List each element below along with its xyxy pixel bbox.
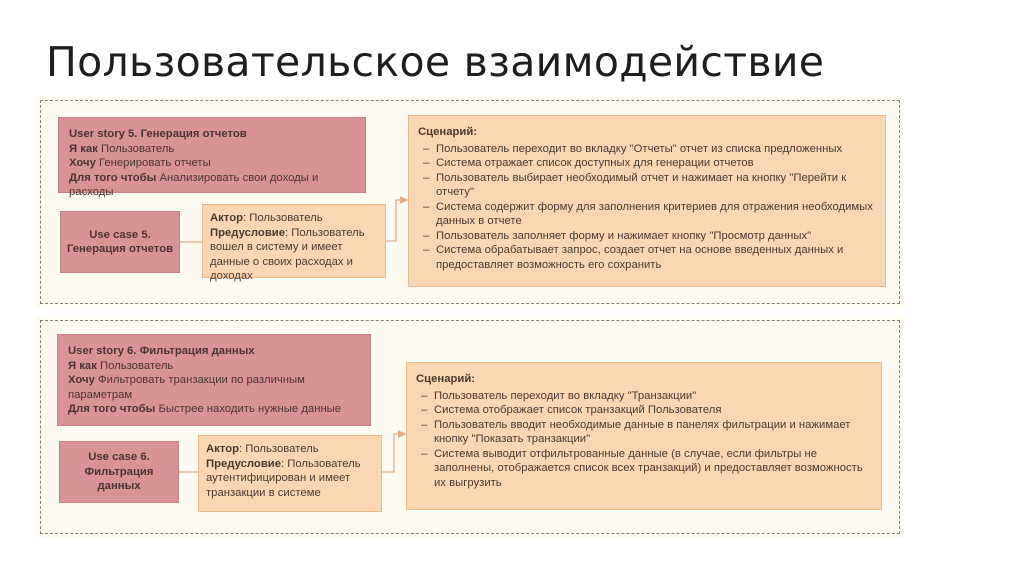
use-case-box (59, 441, 179, 503)
story-so-value: Анализировать свои доходы и расходы (69, 171, 319, 198)
scenario-box (406, 362, 882, 510)
precondition-value: : Пользователь вошел в систему и имеет данные о своих расходах и доходах (210, 226, 365, 282)
scenario-box (408, 115, 886, 287)
story-want-value: Фильтровать транзакции по различным параметрам (68, 374, 305, 401)
story-so-label: Для того чтобы (69, 171, 157, 184)
use-case-panel-6 (36, 316, 904, 538)
story-so-label: Для того чтобы (68, 403, 156, 415)
use-case-name: Фильтрация данных (84, 465, 154, 493)
precondition-value: : Пользователь аутентифицирован и имеет транзакции в системе (206, 457, 361, 499)
precondition-label: Предусловие (206, 457, 281, 470)
actor-precondition-box (202, 204, 386, 282)
precondition-label: Предусловие (210, 226, 285, 239)
scenario-step: – Система отражает список доступных для генерации отчетов (436, 156, 873, 171)
use-case-name: Генерация отчетов (66, 243, 174, 255)
scenario-step: – Пользователь вводит необходимые данные в панелях фильтрации и нажимает кнопку "Показать транзакции" (434, 418, 869, 447)
story-heading: User story 6. Фильтрация данных (68, 345, 255, 357)
story-heading: User story 5. Генерация отчетов (69, 128, 247, 140)
scenario-list (416, 389, 869, 491)
scenario-step: – Система выводит отфильтрованные данные (в случае, если фильтры не заполнены, отображается список всех транзакций) и предоставляет возможность их выгрузить (434, 447, 869, 491)
use-case-number: Use case 5. (89, 228, 151, 241)
story-as-label: Я как (69, 142, 98, 155)
user-story-box (57, 334, 371, 426)
use-case-number: Use case 6. (88, 451, 150, 464)
actor-precondition-box (198, 435, 382, 512)
use-case-panel-5 (36, 96, 904, 308)
scenario-step: – Пользователь заполняет форму и нажимает кнопку "Просмотр данных" (436, 229, 873, 244)
user-story-box (58, 117, 366, 198)
story-want-label: Хочу (69, 157, 96, 169)
scenario-heading: Сценарий: (418, 126, 478, 138)
scenario-list (418, 142, 873, 273)
scenario-heading: Сценарий: (416, 373, 476, 385)
actor-label: Актор (206, 443, 239, 455)
page-title: Пользовательское взаимодействие (46, 38, 825, 86)
actor-value: : Пользователь (243, 212, 323, 224)
actor-label: Актор (210, 212, 243, 224)
scenario-step: – Система отображает список транзакций Пользователя (434, 403, 869, 418)
scenario-step: – Пользователь переходит во вкладку "Отчеты" отчет из списка предложенных (436, 142, 873, 157)
story-as-value: Пользователь (101, 142, 175, 155)
story-as-value: Пользователь (100, 359, 174, 372)
actor-value: : Пользователь (239, 443, 319, 455)
story-want-value: Генерировать отчеты (99, 157, 211, 169)
scenario-step: – Система обрабатывает запрос, создает отчет на основе введенных данных и предоставляет возможность его сохранить (436, 243, 873, 272)
story-want-label: Хочу (68, 374, 95, 386)
scenario-step: – Пользователь переходит во вкладку "Транзакции" (434, 389, 869, 404)
story-so-value: Быстрее находить нужные данные (158, 403, 342, 415)
use-case-box (60, 211, 180, 273)
scenario-step: – Система содержит форму для заполнения критериев для отражения необходимых данных в отчете (436, 200, 873, 229)
scenario-step: – Пользователь выбирает необходимый отчет и нажимает на кнопку "Перейти к отчету" (436, 171, 873, 200)
story-as-label: Я как (68, 359, 97, 372)
